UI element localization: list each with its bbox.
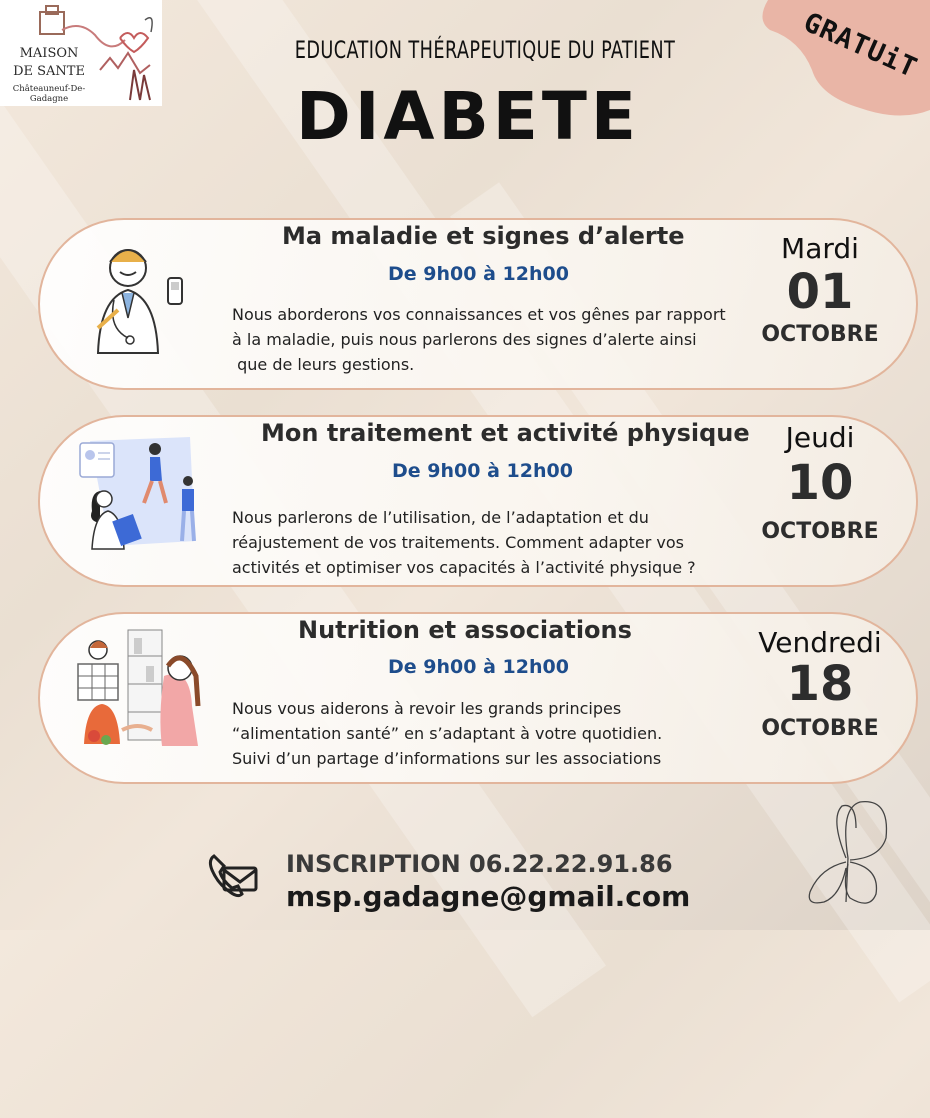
nutrition-icon (72, 626, 202, 756)
logo-line-3: Châteauneuf-De-Gadagne (12, 84, 86, 104)
physical-activity-icon (70, 431, 200, 561)
inscription-phone: INSCRIPTION 06.22.22.91.86 (286, 850, 673, 878)
session-description: Nous vous aiderons à revoir les grands principes “alimentation santé” en s’adaptant à votre quotidien. Suivi d’un partage d’informations sur les associations (232, 699, 663, 768)
session-month: OCTOBRE (761, 322, 879, 347)
session-day: Jeudi (785, 421, 855, 454)
session-date: 18 (786, 656, 854, 712)
session-title: Nutrition et associations (298, 616, 632, 644)
session-month: OCTOBRE (761, 519, 879, 544)
session-description: Nous parlerons de l’utilisation, de l’adaptation et du réajustement de vos traitements. Comment adapter vos activités et optimiser vos capacités à l’activité physique ? (232, 508, 696, 577)
logo-line-1: MAISON (19, 46, 79, 61)
session-date: 10 (786, 455, 854, 511)
session-title: Ma maladie et signes d’alerte (282, 222, 685, 250)
session-description: Nous aborderons vos connaissances et vos gênes par rapport à la maladie, puis nous parlerons des signes d’alerte ainsi que de leurs gestions. (232, 305, 726, 374)
contact-email[interactable]: msp.gadagne@gmail.com (286, 880, 691, 913)
doctor-icon (78, 238, 198, 368)
session-title: Mon traitement et activité physique (261, 419, 750, 447)
session-day: Mardi (781, 232, 859, 265)
session-time: De 9h00 à 12h00 (388, 656, 569, 678)
logo-line-2: DE SANTE (13, 64, 85, 79)
page-subtitle: EDUCATION THÉRAPEUTIQUE DU PATIENT (294, 36, 676, 64)
session-day: Vendredi (758, 626, 882, 659)
gratuit-badge: GRATUiT (798, 6, 922, 85)
page-title: DIABETE (296, 78, 640, 155)
session-card (38, 218, 918, 390)
session-month: OCTOBRE (761, 716, 879, 741)
session-card (38, 612, 918, 784)
session-time: De 9h00 à 12h00 (388, 263, 569, 285)
phone-mail-icon (208, 852, 260, 898)
butterfly-icon (800, 798, 900, 912)
session-date: 01 (786, 264, 854, 320)
session-time: De 9h00 à 12h00 (392, 460, 573, 482)
session-card (38, 415, 918, 587)
